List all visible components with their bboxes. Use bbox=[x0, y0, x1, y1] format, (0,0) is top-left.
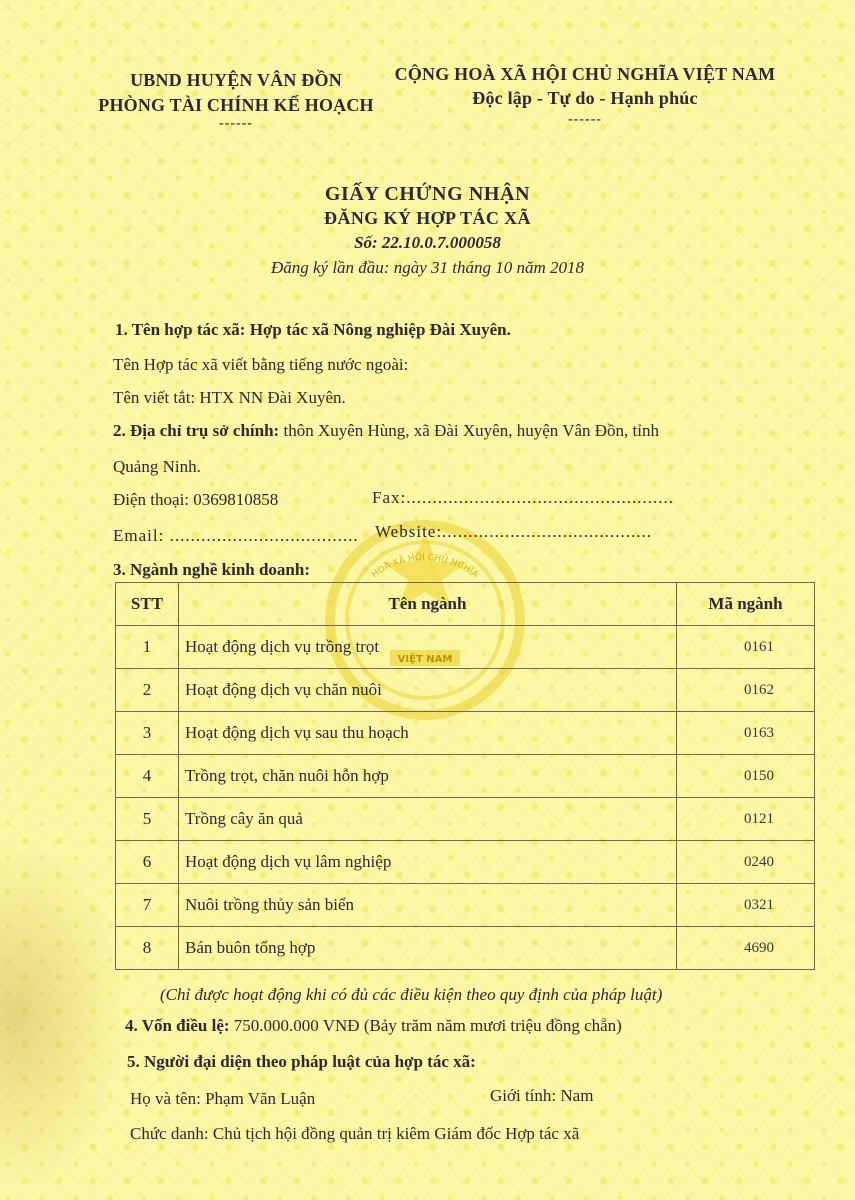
section1-line bbox=[115, 320, 511, 340]
first-registration-date: Đăng ký lần đầu: ngày 31 tháng 10 năm 2018 bbox=[270, 258, 585, 277]
row-code: 0121 bbox=[677, 798, 815, 841]
section1-label: 1. Tên hợp tác xã: bbox=[115, 320, 246, 339]
col-code: Mã ngành bbox=[677, 583, 815, 626]
row-code: 0150 bbox=[677, 755, 815, 798]
section4-label: 4. Vốn điều lệ: bbox=[125, 1016, 230, 1035]
section3-label: 3. Ngành nghề kinh doanh: bbox=[113, 560, 311, 579]
row-stt: 3 bbox=[116, 712, 179, 755]
phone: Điện thoại: 0369810858 bbox=[113, 490, 279, 509]
row-stt: 6 bbox=[116, 841, 179, 884]
row-name: Trồng cây ăn quả bbox=[179, 798, 677, 841]
row-code: 0163 bbox=[677, 712, 815, 755]
certificate-subtitle: ĐĂNG KÝ HỢP TÁC XÃ bbox=[324, 208, 531, 228]
row-name: Hoạt động dịch vụ trồng trọt bbox=[179, 626, 677, 669]
col-name: Tên ngành bbox=[179, 583, 677, 626]
section2-label: 2. Địa chỉ trụ sở chính: bbox=[113, 421, 280, 440]
row-name: Hoạt động dịch vụ chăn nuôi bbox=[179, 669, 677, 712]
row-stt: 1 bbox=[116, 626, 179, 669]
national-divider: ------ bbox=[568, 112, 602, 127]
row-code: 0161 bbox=[677, 626, 815, 669]
certificate-number: Số: 22.10.0.7.000058 bbox=[354, 233, 501, 252]
row-name: Nuôi trồng thủy sản biển bbox=[179, 884, 677, 927]
representative-position: Chức danh: Chủ tịch hội đồng quản trị kiêm Giám đốc Hợp tác xã bbox=[130, 1124, 580, 1143]
paper-stain bbox=[0, 850, 120, 1180]
row-code: 0162 bbox=[677, 669, 815, 712]
row-name: Bán buôn tổng hợp bbox=[179, 927, 677, 970]
row-stt: 7 bbox=[116, 884, 179, 927]
representative-gender: Giới tính: Nam bbox=[490, 1086, 594, 1105]
address-line2: Quảng Ninh. bbox=[113, 457, 201, 476]
table-row bbox=[116, 669, 815, 712]
issuer-line1: UBND HUYỆN VÂN ĐỒN bbox=[130, 70, 342, 90]
section4-line bbox=[125, 1016, 622, 1036]
row-name: Hoạt động dịch vụ lâm nghiệp bbox=[179, 841, 677, 884]
section5-label: 5. Người đại diện theo pháp luật của hợp tác xã: bbox=[127, 1052, 476, 1071]
website: Website:........................................ bbox=[375, 522, 653, 541]
charter-capital: 750.000.000 VNĐ (Bảy trăm năm mươi triệu đồng chẵn) bbox=[233, 1016, 622, 1035]
emblem-text-top: HOÀ XÃ HỘI CHỦ NGHĨA bbox=[370, 552, 480, 581]
table-header-row bbox=[116, 583, 815, 626]
table-row bbox=[116, 927, 815, 970]
table-row bbox=[116, 755, 815, 798]
short-name: Tên viết tắt: HTX NN Đài Xuyên. bbox=[113, 388, 346, 407]
email: Email: .................................... bbox=[113, 526, 359, 545]
table-row bbox=[116, 884, 815, 927]
issuer-divider: ------ bbox=[219, 116, 253, 131]
address-line1: thôn Xuyên Hùng, xã Đài Xuyên, huyện Vân Đồn, tỉnh bbox=[283, 421, 659, 440]
legal-note: (Chỉ được hoạt động khi có đủ các điều kiện theo quy định của pháp luật) bbox=[160, 985, 663, 1004]
foreign-name-label: Tên Hợp tác xã viết bằng tiếng nước ngoài: bbox=[113, 355, 409, 374]
row-stt: 5 bbox=[116, 798, 179, 841]
row-stt: 2 bbox=[116, 669, 179, 712]
row-code: 0240 bbox=[677, 841, 815, 884]
representative-name: Họ và tên: Phạm Văn Luận bbox=[130, 1089, 316, 1108]
row-stt: 4 bbox=[116, 755, 179, 798]
table-row bbox=[116, 712, 815, 755]
table-row bbox=[116, 626, 815, 669]
fax: Fax:................................................... bbox=[372, 488, 674, 507]
col-stt: STT bbox=[116, 583, 179, 626]
row-code: 4690 bbox=[677, 927, 815, 970]
row-name: Hoạt động dịch vụ sau thu hoạch bbox=[179, 712, 677, 755]
table-row bbox=[116, 798, 815, 841]
row-stt: 8 bbox=[116, 927, 179, 970]
coop-name: Hợp tác xã Nông nghiệp Đài Xuyên. bbox=[249, 320, 511, 339]
row-code: 0321 bbox=[677, 884, 815, 927]
national-title: CỘNG HOÀ XÃ HỘI CHỦ NGHĨA VIỆT NAM bbox=[394, 64, 776, 84]
section2-line bbox=[113, 421, 659, 441]
row-name: Trồng trọt, chăn nuôi hỗn hợp bbox=[179, 755, 677, 798]
national-motto: Độc lập - Tự do - Hạnh phúc bbox=[472, 88, 698, 108]
table-row bbox=[116, 841, 815, 884]
issuer-line2: PHÒNG TÀI CHÍNH KẾ HOẠCH bbox=[98, 95, 374, 115]
business-lines-table bbox=[115, 582, 815, 970]
emblem-text-bottom: VIỆT NAM bbox=[397, 654, 453, 665]
certificate-title: GIẤY CHỨNG NHẬN bbox=[324, 183, 531, 205]
